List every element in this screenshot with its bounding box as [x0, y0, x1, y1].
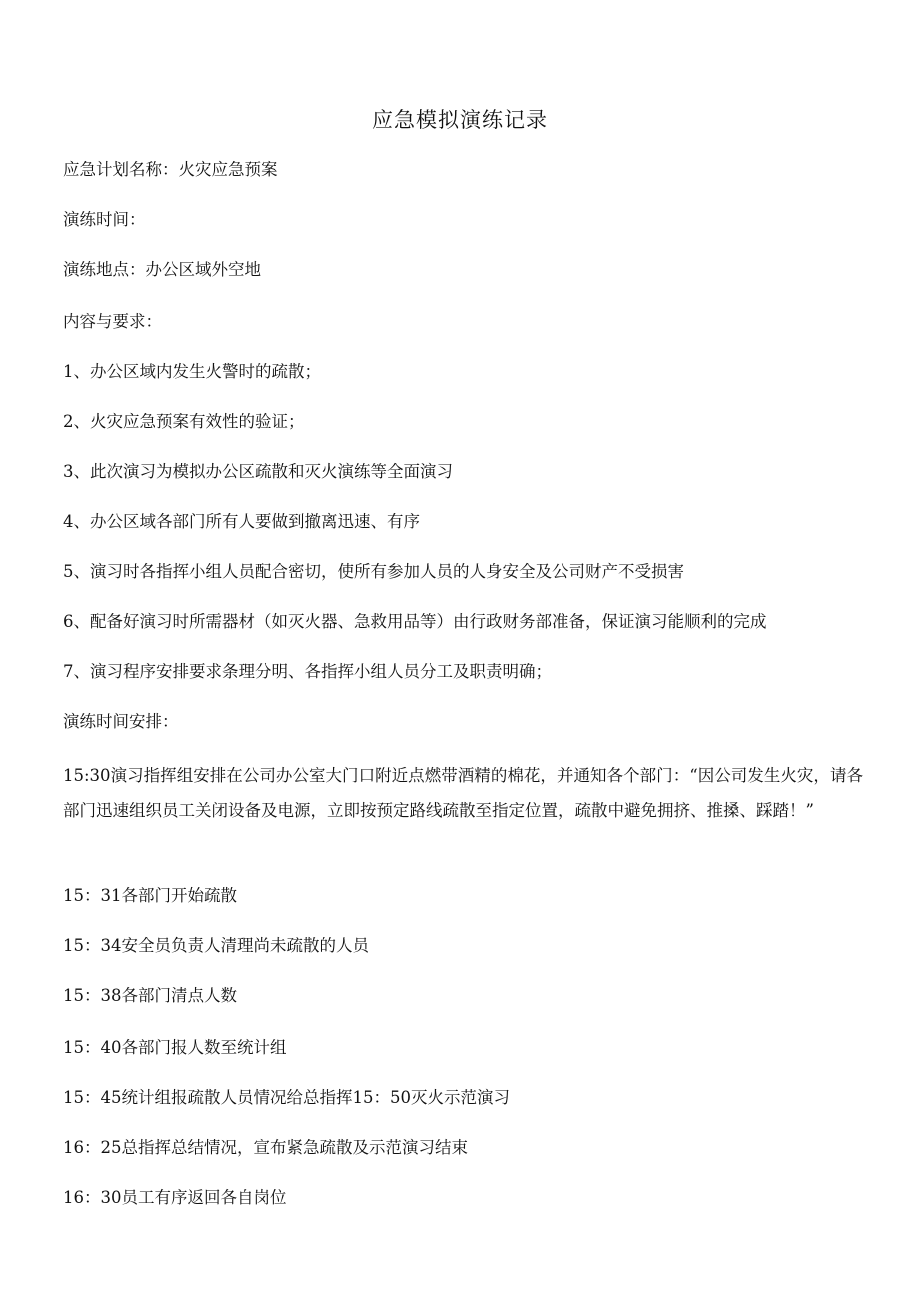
- schedule-item: 15：40各部门报人数至统计组: [63, 1038, 287, 1057]
- schedule-item: 16：30员工有序返回各自岗位: [63, 1188, 287, 1207]
- requirement-item: 6、配备好演习时所需器材（如灭火器、急救用品等）由行政财务部准备，保证演习能顺利的完成: [63, 612, 767, 631]
- plan-name: 应急计划名称：火灾应急预案: [63, 160, 278, 179]
- schedule-item: 15：38各部门清点人数: [63, 986, 237, 1005]
- schedule-heading: 演练时间安排：: [63, 712, 179, 731]
- requirement-item: 4、办公区域各部门所有人要做到撤离迅速、有序: [63, 512, 420, 531]
- schedule-item: 15：45统计组报疏散人员情况给总指挥15：50灭火示范演习: [63, 1088, 510, 1107]
- requirement-item: 3、此次演习为模拟办公区疏散和灭火演练等全面演习: [63, 462, 453, 481]
- requirement-item: 5、演习时各指挥小组人员配合密切，使所有参加人员的人身安全及公司财产不受损害: [63, 562, 684, 581]
- requirement-item: 2、火灾应急预案有效性的验证；: [63, 412, 305, 431]
- drill-location: 演练地点：办公区域外空地: [63, 260, 261, 279]
- schedule-intro: 15:30演习指挥组安排在公司办公室大门口附近点燃带酒精的棉花，并通知各个部门：“因公司发生火灾，请各部门迅速组织员工关闭设备及电源，立即按预定路线疏散至指定位置，疏散中避免拥挤、推搡、踩踏！”: [63, 766, 863, 820]
- drill-time: 演练时间：: [63, 210, 146, 229]
- schedule-item: 15：34安全员负责人清理尚未疏散的人员: [63, 936, 369, 955]
- document-title: 应急模拟演练记录: [372, 108, 548, 132]
- requirement-item: 1、办公区域内发生火警时的疏散；: [63, 362, 321, 381]
- schedule-item: 15：31各部门开始疏散: [63, 886, 237, 905]
- content-heading: 内容与要求：: [63, 312, 162, 331]
- requirement-item: 7、演习程序安排要求条理分明、各指挥小组人员分工及职责明确；: [63, 662, 552, 681]
- schedule-item: 16：25总指挥总结情况，宣布紧急疏散及示范演习结束: [63, 1138, 468, 1157]
